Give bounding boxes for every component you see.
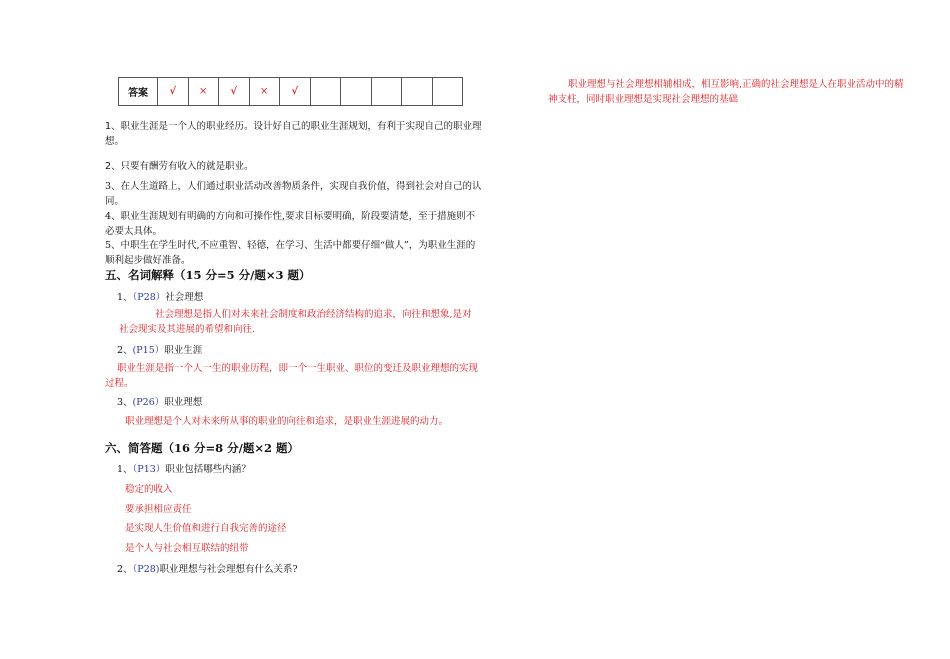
section5-title: 五、名词解释（15 分=5 分/题×3 题） [105,268,311,282]
term-1-ref: （P28） [132,292,166,303]
answer-table [118,77,463,106]
question-2-text: 职业理想与社会理想有什么关系? [159,564,298,575]
answer-cell [371,78,402,106]
term-3-term: 职业理想 [164,397,203,408]
term-2-heading [117,342,202,356]
question-1-num: 1、 [117,464,133,475]
answer-cell: √ [219,78,250,106]
answer-cell: √ [158,78,189,106]
answer-cell [341,78,372,106]
judgement-item-1: 1、职业生涯是一个人的职业经历。设计好自己的职业生涯规划，有利于实现自己的职业理想。 [105,121,482,147]
term-1-num: 1、 [117,292,133,303]
question-1-answer-4: 是个人与社会相互联结的纽带 [125,543,249,554]
question-1-answer-1: 稳定的收入 [125,484,173,495]
section6-title: 六、简答题（16 分=8 分/题×2 题） [105,441,299,455]
answer-table-label: 答案 [119,78,158,106]
answer-cell [402,78,433,106]
answer-cell [310,78,341,106]
term-3-answer: 职业理想是个人对未来所从事的职业的向往和追求，是职业生涯进展的动力。 [125,416,449,427]
question-1-text: 职业包括哪些内涵？ [165,464,251,475]
question-1-ref: （P13） [132,464,166,475]
question-2-num: 2、 [117,564,133,575]
term-2-ref: (P15） [132,345,165,356]
term-3-ref: (P26） [132,397,165,408]
judgement-item-5: 5、中职生在学生时代,不应重智、轻德，在学习、生活中都要仔细“做人”，为职业生涯的顺利起步做好准备。 [105,240,476,266]
term-2-answer: 职业生涯是指一个人一生的职业历程，即一个一生职业、职位的变迁及职业理想的实现过程。 [105,363,479,389]
question-2-ref: （P28) [132,564,160,575]
term-1-term: 社会理想 [165,292,204,303]
question-1-answer-3: 是实现人生价值和进行自我完善的途径 [125,523,287,534]
question-1-heading [117,461,251,475]
question-1-answer-2: 要承担相应责任 [125,504,192,515]
question-2-heading [117,561,298,575]
question-2-answer: 职业理想与社会理想相辅相成，相互影响,正确的社会理想是人在职业活动中的精神支柱，同时职业理想是实现社会理想的基础 [548,79,904,105]
term-3-num: 3、 [117,397,133,408]
term-3-heading [117,394,202,408]
term-2-num: 2、 [117,345,133,356]
answer-cell [432,78,463,106]
judgement-item-2: 2、只要有酬劳有收入的就是职业。 [105,161,254,172]
answer-cell: × [188,78,219,106]
judgement-item-4: 4、职业生涯规划有明确的方向和可操作性,要求目标要明确，阶段要清楚，至于措施则不必要太具体。 [105,211,476,237]
judgement-item-3: 3、在人生道路上，人们通过职业活动改善物质条件，实现自我价值，得到社会对自己的认同。 [105,181,482,207]
answer-cell: × [249,78,280,106]
term-2-term: 职业生涯 [164,345,203,356]
term-1-heading [117,289,203,303]
answer-cell: √ [280,78,311,106]
term-1-answer: 社会理想是指人们对未来社会制度和政治经济结构的追求，向往和想象,是对社会现实及其进展的希望和向往. [119,309,472,335]
